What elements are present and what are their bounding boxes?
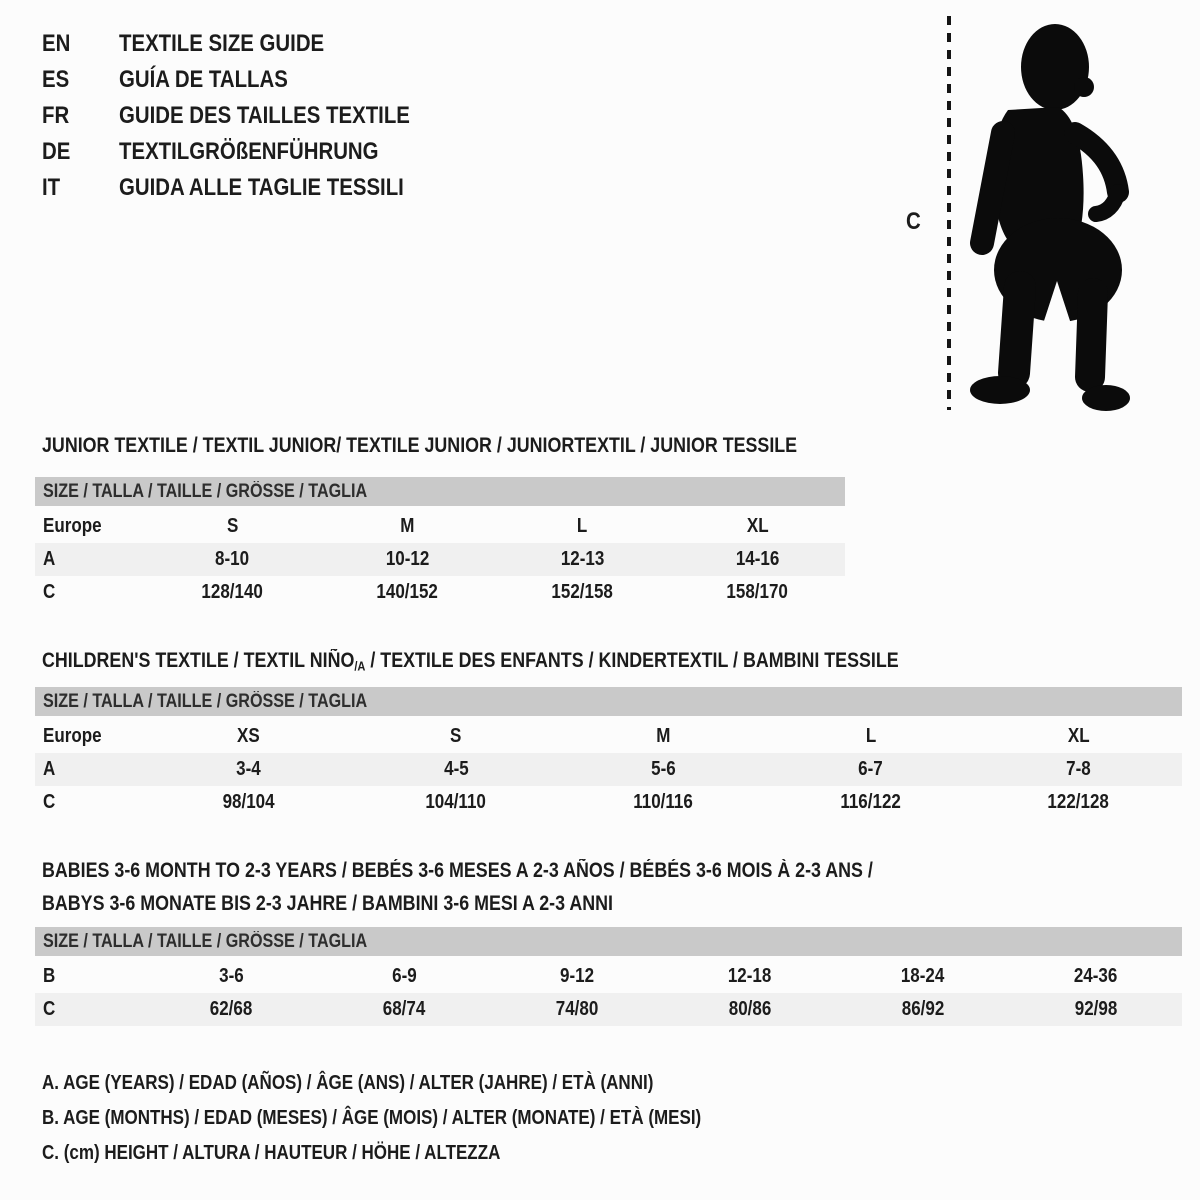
size-cell: [560, 720, 767, 753]
row-label: [35, 720, 145, 753]
row-label-text: B: [43, 965, 56, 987]
size-cell: [767, 753, 974, 786]
language-title-list: [42, 26, 461, 206]
language-title: [119, 170, 454, 206]
row-label-text: A: [43, 548, 56, 570]
language-code-text: EN: [42, 30, 71, 57]
size-cell: [1009, 960, 1182, 993]
size-cell-text: 6-9: [391, 965, 417, 987]
size-cell-text: 4-5: [443, 758, 469, 780]
size-cell-text: XS: [237, 725, 261, 747]
row-label-text: C: [43, 791, 56, 813]
size-cell: [767, 786, 974, 819]
size-cell-text: 18-24: [900, 965, 945, 987]
size-cell: [836, 993, 1009, 1026]
size-cell-text: 12-18: [728, 965, 772, 987]
size-cell-text: S: [226, 515, 239, 537]
table-row: [35, 576, 845, 609]
language-title-text: GUÍA DE TALLAS: [119, 66, 288, 93]
size-cell-text: 86/92: [901, 998, 945, 1020]
size-cell-text: M: [400, 515, 415, 537]
language-title: [119, 26, 360, 62]
section-title-text: [42, 644, 899, 683]
size-cell: [836, 960, 1009, 993]
row-label: [35, 543, 145, 576]
language-row-it: [42, 170, 461, 206]
size-cell-text: XL: [746, 515, 769, 537]
legend-line-a: [42, 1066, 818, 1101]
row-label: [35, 960, 145, 993]
size-cell: [145, 753, 352, 786]
language-code: [42, 26, 119, 62]
section-title-part: BABYS 3-6 MONATE BIS 2-3 JAHRE / BAMBINI 3-6 MESI A 2-3 ANNI: [42, 892, 613, 915]
row-label: [35, 576, 145, 609]
row-label: [35, 993, 145, 1026]
size-cell-text: L: [577, 515, 588, 537]
section-title-childrens-textile: [42, 644, 1050, 683]
size-cell-text: 68/74: [382, 998, 426, 1020]
row-label: [35, 510, 145, 543]
size-cell: [318, 960, 491, 993]
table-row: [35, 786, 1182, 819]
size-cell: [495, 576, 670, 609]
row-label-text: C: [43, 581, 56, 603]
size-cell-text: 8-10: [215, 548, 250, 570]
size-cell: [663, 960, 836, 993]
size-table-junior-textile: [35, 477, 845, 609]
size-cell-text: 9-12: [560, 965, 595, 987]
size-cell: [145, 720, 352, 753]
section-title-junior-textile: [42, 429, 930, 462]
size-cell-text: 10-12: [385, 548, 430, 570]
size-cell: [320, 543, 495, 576]
language-row-de: [42, 134, 461, 170]
size-cell: [145, 960, 318, 993]
table-row: [35, 510, 845, 543]
legend: [42, 1066, 818, 1171]
table-size-header: [35, 927, 1182, 956]
size-cell-text: 12-13: [560, 548, 605, 570]
language-code-text: DE: [42, 138, 71, 165]
language-title: [119, 98, 461, 134]
language-code: [42, 62, 119, 98]
size-cell-text: 152/158: [551, 581, 614, 603]
section-title-babies-textile: [42, 854, 1020, 920]
size-cell: [318, 993, 491, 1026]
language-code-text: ES: [42, 66, 70, 93]
size-cell-text: 14-16: [735, 548, 780, 570]
size-cell: [560, 753, 767, 786]
size-cell: [145, 786, 352, 819]
section-title-part: JUNIOR TEXTILE / TEXTIL JUNIOR/ TEXTILE JUNIOR / JUNIORTEXTIL / JUNIOR TESSILE: [42, 434, 798, 457]
language-code-text: FR: [42, 102, 70, 129]
table-size-header-text: SIZE / TALLA / TAILLE / GRÖSSE / TAGLIA: [43, 931, 368, 952]
language-title-text: TEXTILE SIZE GUIDE: [119, 30, 325, 57]
size-cell-text: 5-6: [651, 758, 676, 780]
size-cell: [145, 576, 320, 609]
language-row-fr: [42, 98, 461, 134]
table-row: [35, 543, 845, 576]
section-title-line: [42, 644, 1050, 683]
size-cell-text: M: [656, 725, 671, 747]
size-cell: [495, 510, 670, 543]
size-cell-text: XL: [1067, 725, 1090, 747]
size-cell-text: S: [450, 725, 462, 747]
size-cell-text: 158/170: [726, 581, 789, 603]
table-row: [35, 720, 1182, 753]
size-cell: [352, 753, 559, 786]
language-title: [119, 62, 318, 98]
table-size-header: [35, 477, 845, 506]
toddler-silhouette-icon: [963, 14, 1139, 416]
size-cell: [767, 720, 974, 753]
size-cell: [352, 720, 559, 753]
size-cell-text: 24-36: [1073, 965, 1118, 987]
section-title-part: BABIES 3-6 MONTH TO 2-3 YEARS / BEBÉS 3-6 MESES A 2-3 AÑOS / BÉBÉS 3-6 MOIS À 2-3 ANS /: [42, 859, 873, 882]
size-cell: [491, 993, 664, 1026]
size-cell: [145, 993, 318, 1026]
section-title-text: [42, 887, 613, 920]
language-code: [42, 134, 119, 170]
table-size-header-text: SIZE / TALLA / TAILLE / GRÖSSE / TAGLIA: [43, 481, 368, 502]
row-label: [35, 786, 145, 819]
size-cell-text: 3-4: [236, 758, 261, 780]
size-cell: [145, 543, 320, 576]
language-code: [42, 98, 119, 134]
table-size-header-text: SIZE / TALLA / TAILLE / GRÖSSE / TAGLIA: [43, 691, 368, 712]
size-cell: [663, 993, 836, 1026]
legend-line-text: A. AGE (YEARS) / EDAD (AÑOS) / ÂGE (ANS) / ALTER (JAHRE) / ETÀ (ANNI): [42, 1072, 654, 1094]
size-cell-text: 62/68: [210, 998, 253, 1020]
legend-line-c: [42, 1136, 818, 1171]
section-title-part: /A: [354, 658, 366, 674]
size-cell-text: 80/86: [728, 998, 772, 1020]
row-label: [35, 753, 145, 786]
size-cell: [975, 720, 1182, 753]
section-title-text: [42, 854, 873, 887]
size-cell: [320, 576, 495, 609]
language-code: [42, 170, 119, 206]
size-cell-text: 7-8: [1065, 758, 1091, 780]
height-measure-line: [947, 16, 951, 410]
section-title-line: [42, 887, 1020, 920]
table-size-header: [35, 687, 1182, 716]
size-cell: [670, 576, 845, 609]
size-cell-text: 92/98: [1074, 998, 1117, 1020]
table-row: [35, 993, 1182, 1026]
size-cell: [491, 960, 664, 993]
size-cell: [975, 753, 1182, 786]
table-row: [35, 753, 1182, 786]
size-cell-text: 3-6: [219, 965, 244, 987]
size-cell-text: 110/116: [633, 791, 694, 813]
row-label-text: Europe: [43, 515, 102, 537]
size-cell-text: 98/104: [222, 791, 275, 813]
language-row-es: [42, 62, 461, 98]
size-cell: [1009, 993, 1182, 1026]
size-cell: [352, 786, 559, 819]
language-title: [119, 134, 424, 170]
size-table-childrens-textile: [35, 687, 1182, 819]
size-cell: [670, 543, 845, 576]
legend-line-text: B. AGE (MONTHS) / EDAD (MESES) / ÂGE (MOIS) / ALTER (MONATE) / ETÀ (MESI): [42, 1107, 702, 1129]
size-cell: [320, 510, 495, 543]
size-cell: [670, 510, 845, 543]
size-cell-text: 104/110: [425, 791, 487, 813]
section-title-part: / TEXTILE DES ENFANTS / KINDERTEXTIL / BAMBINI TESSILE: [365, 649, 899, 672]
size-cell-text: 140/152: [376, 581, 439, 603]
size-cell-text: 74/80: [555, 998, 599, 1020]
section-title-line: [42, 429, 930, 462]
height-measure-label: [906, 207, 923, 237]
language-row-en: [42, 26, 461, 62]
size-cell: [145, 510, 320, 543]
language-title-text: GUIDA ALLE TAGLIE TESSILI: [119, 174, 404, 201]
size-cell-text: 116/122: [840, 791, 902, 813]
size-cell: [975, 786, 1182, 819]
section-title-text: [42, 429, 797, 462]
language-title-text: GUIDE DES TAILLES TEXTILE: [119, 102, 410, 129]
size-table-babies-textile: [35, 927, 1182, 1026]
size-cell: [495, 543, 670, 576]
table-row: [35, 960, 1182, 993]
height-measure-letter: C: [906, 208, 921, 235]
language-title-text: TEXTILGRÖßENFÜHRUNG: [119, 138, 379, 165]
legend-line-b: [42, 1101, 818, 1136]
language-code-text: IT: [42, 174, 61, 201]
row-label-text: A: [43, 758, 56, 780]
legend-line-text: C. (cm) HEIGHT / ALTURA / HAUTEUR / HÖHE / ALTEZZA: [42, 1142, 501, 1164]
size-cell-text: 128/140: [201, 581, 264, 603]
size-cell-text: 122/128: [1047, 791, 1110, 813]
section-title-part: CHILDREN'S TEXTILE / TEXTIL NIÑO: [42, 649, 355, 672]
row-label-text: C: [43, 998, 56, 1020]
row-label-text: Europe: [43, 725, 102, 747]
section-title-line: [42, 854, 1020, 887]
size-cell: [560, 786, 767, 819]
size-cell-text: 6-7: [858, 758, 884, 780]
size-cell-text: L: [865, 725, 877, 747]
